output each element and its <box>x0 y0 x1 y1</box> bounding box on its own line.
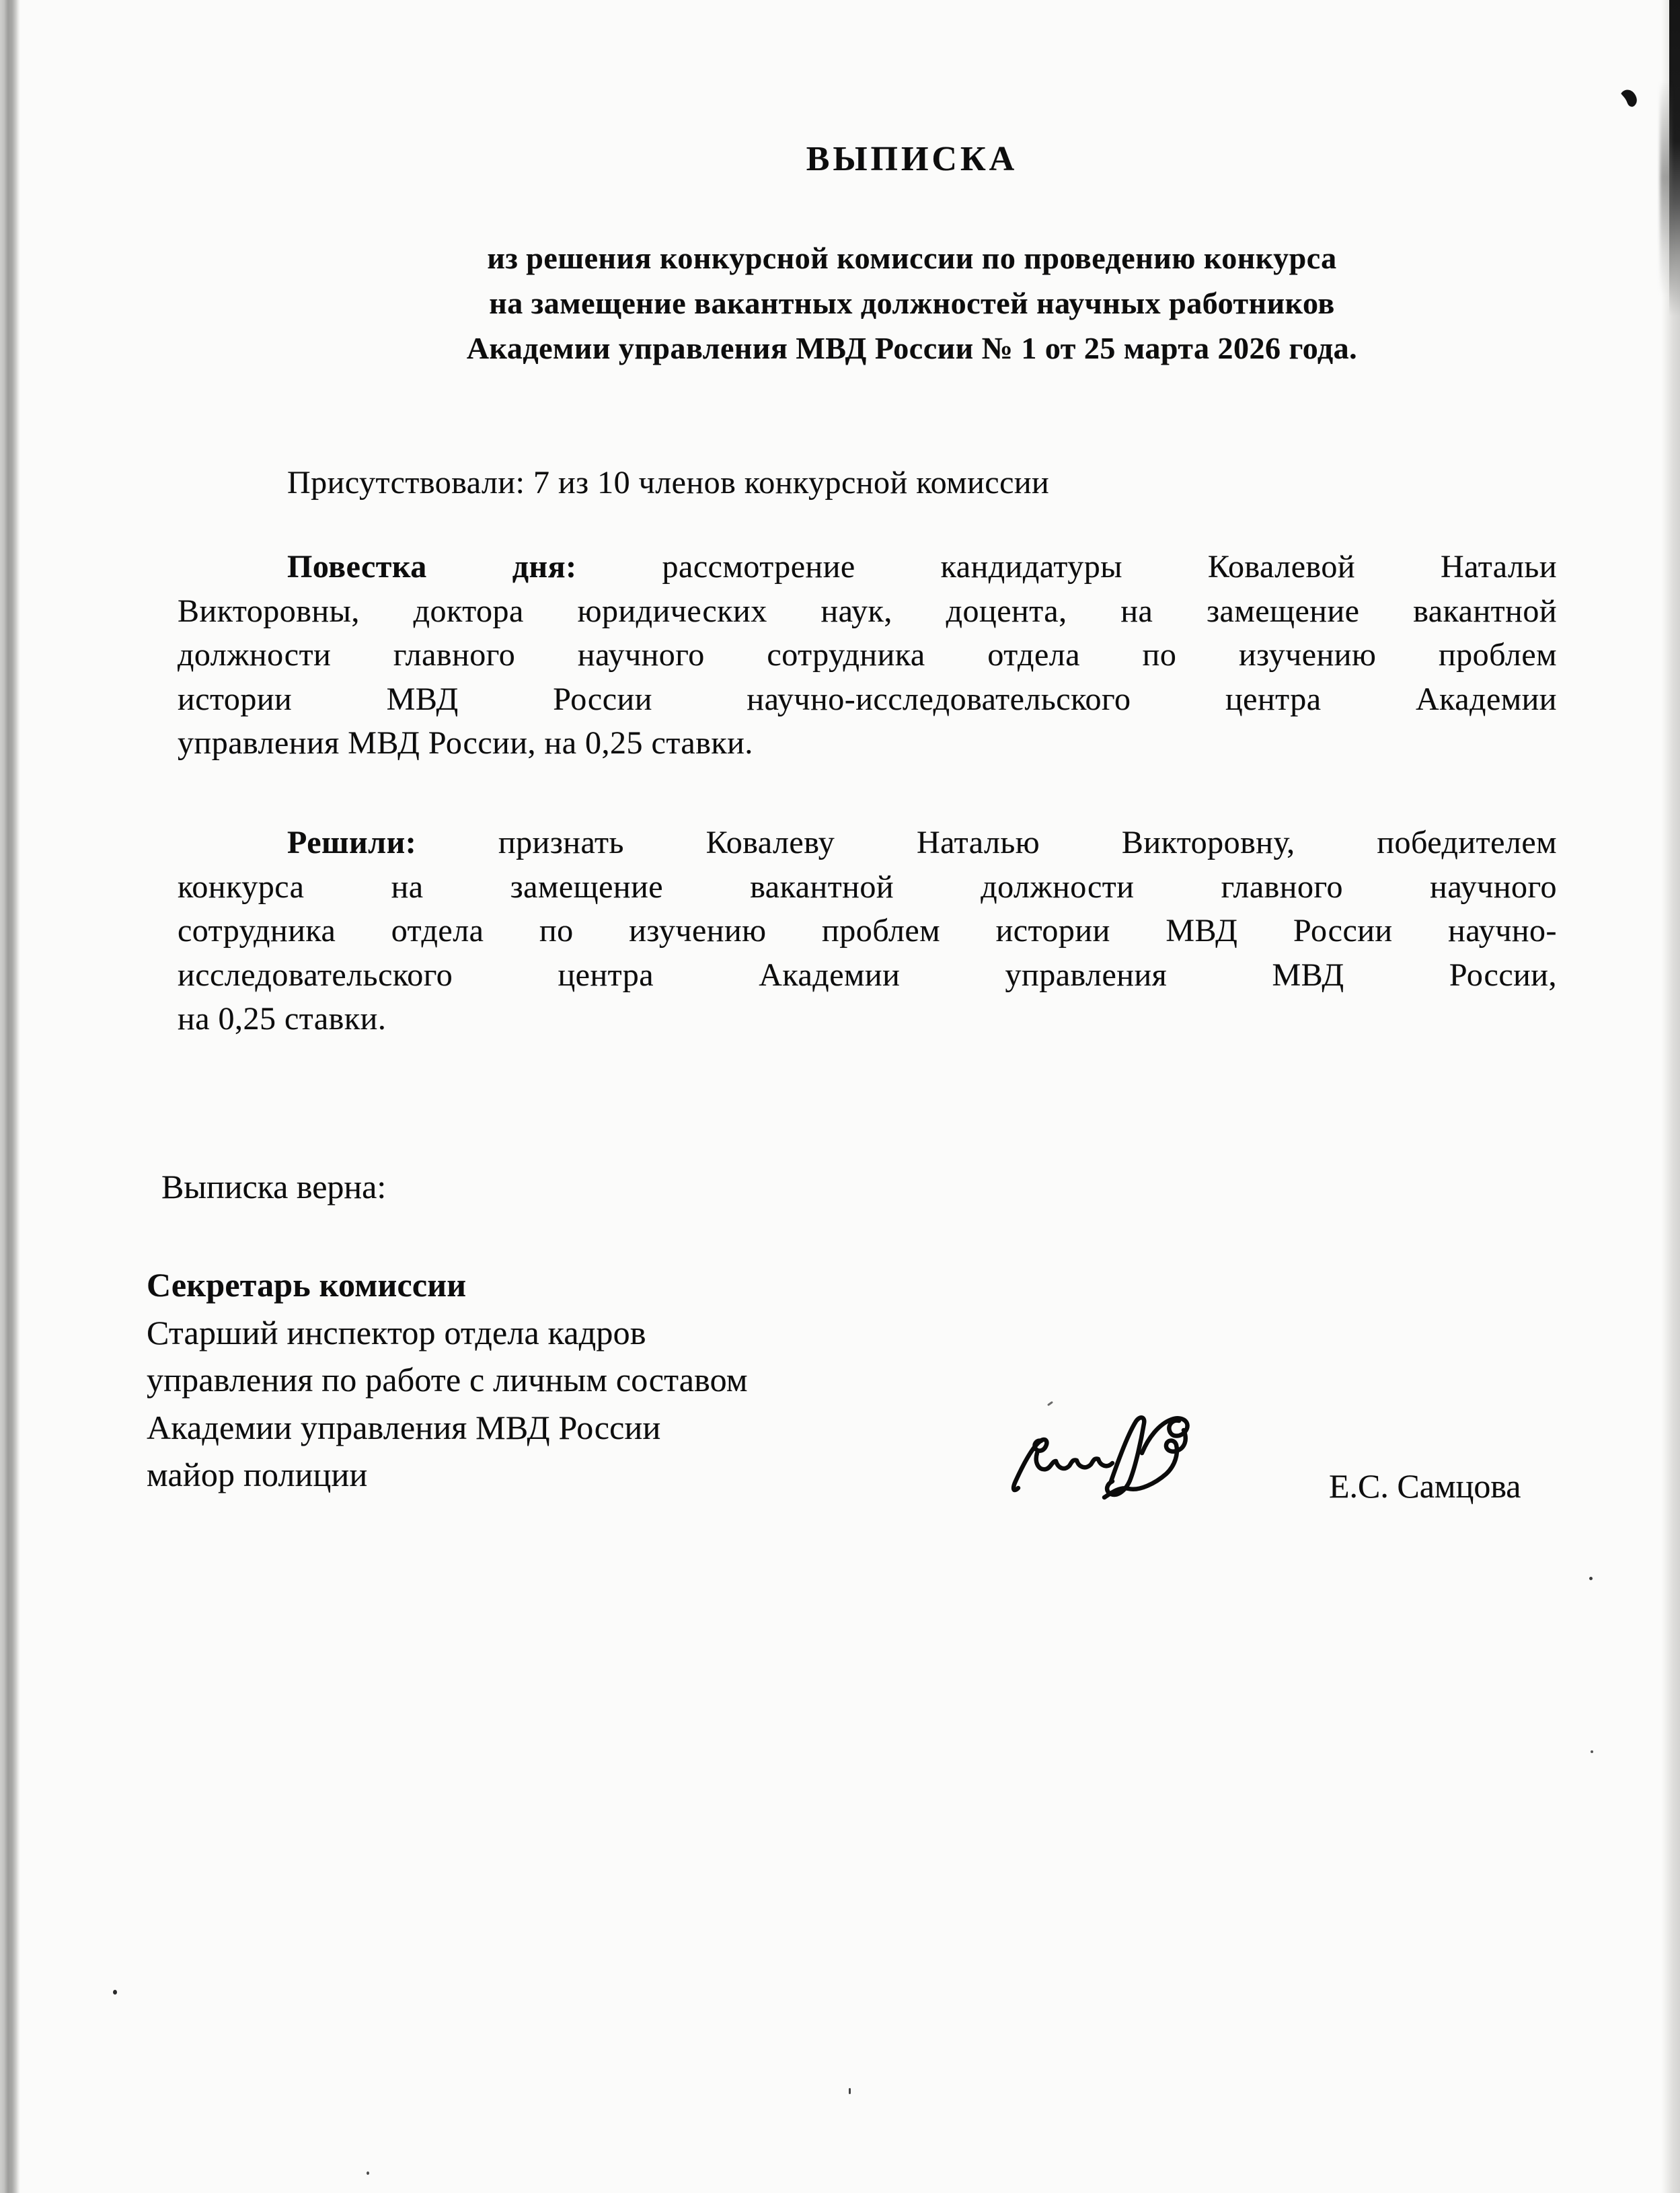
decision-line: на 0,25 ставки. <box>178 1001 387 1037</box>
decision-label: Решили: <box>287 825 417 860</box>
signatory-role: Секретарь комиссии <box>147 1266 467 1304</box>
certification-line: Выписка верна: <box>161 1168 387 1205</box>
agenda-label: Повестка дня: <box>287 549 577 585</box>
scan-edge-left <box>0 0 20 2193</box>
decision-line-text: признать Ковалеву Наталью Викторовну, победителем <box>498 825 1558 860</box>
agenda-line: Викторовны, доктора юридических наук, доцента, на замещение вакантной <box>178 593 1557 629</box>
ink-comma-mark-icon <box>1615 87 1644 114</box>
decision-line <box>178 821 1557 865</box>
dust-speck <box>849 2088 851 2094</box>
decision-paragraph <box>178 821 1557 1041</box>
signatory-line: майор полиции <box>147 1456 368 1493</box>
subtitle-line: из решения конкурсной комиссии по проведению конкурса <box>487 241 1337 275</box>
subtitle-line: на замещение вакантных должностей научных работников <box>489 286 1335 320</box>
decision-line: конкурса на замещение вакантной должности главного научного <box>178 868 1557 905</box>
dust-speck <box>367 2171 369 2175</box>
signatory-block <box>147 1261 1155 1499</box>
agenda-line <box>178 545 1557 589</box>
attendance-line: Присутствовали: 7 из 10 членов конкурсной комиссии <box>287 465 1050 500</box>
signatory-line: Старший инспектор отдела кадров <box>147 1313 646 1351</box>
dust-speck <box>113 1990 117 1995</box>
subtitle-line: Академии управления МВД России № 1 от 25 марта 2026 года. <box>466 331 1358 365</box>
dust-speck <box>1589 1577 1593 1580</box>
signatory-line: Академии управления МВД России <box>147 1408 661 1446</box>
decision-line: сотрудника отдела по изучению проблем истории МВД России научно- <box>178 913 1557 949</box>
agenda-line-text: рассмотрение кандидатуры Ковалевой Натальи <box>662 549 1558 585</box>
agenda-paragraph <box>178 545 1557 766</box>
decision-line: исследовательского центра Академии управления МВД России, <box>178 957 1557 993</box>
signatory-line: управления по работе с личным составом <box>147 1361 748 1399</box>
signatory-name: Е.С. Самцова <box>1329 1467 1521 1505</box>
agenda-line: управления МВД России, на 0,25 ставки. <box>178 725 753 761</box>
agenda-line: истории МВД России научно-исследовательского центра Академии <box>178 681 1557 717</box>
agenda-line: должности главного научного сотрудника отдела по изучению проблем <box>178 637 1557 673</box>
scan-edge-right-shadow <box>1660 81 1672 296</box>
document-subtitle <box>178 235 1646 371</box>
dust-speck <box>1591 1750 1593 1753</box>
scan-edge-right <box>1661 0 1680 2193</box>
handwritten-signature <box>1010 1410 1213 1508</box>
document-title: ВЫПИСКА <box>806 140 1018 178</box>
